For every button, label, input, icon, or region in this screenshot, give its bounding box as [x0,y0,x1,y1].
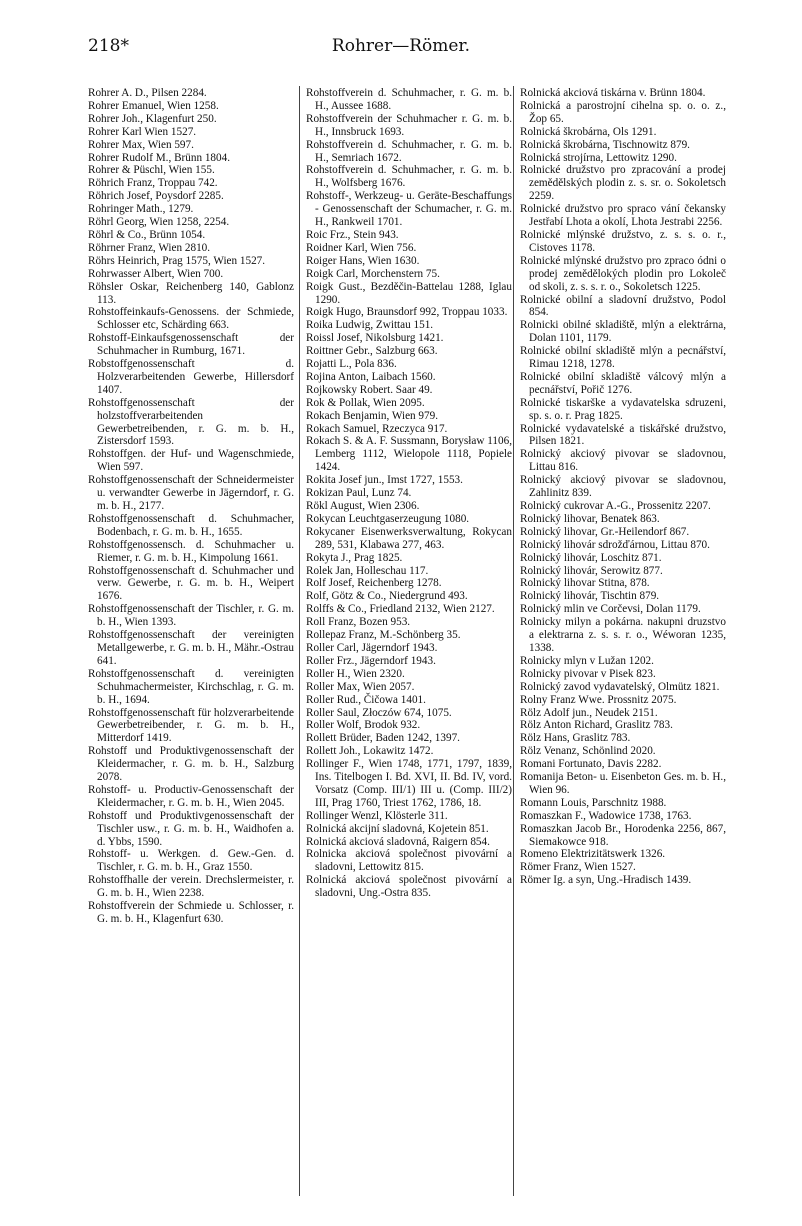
directory-entry: Röhrs Heinrich, Prag 1575, Wien 1527. [88,254,266,267]
directory-entry: Rolnické obilní a sladovní družstvo, Podol 854. [520,293,726,319]
directory-entry: Rohstoffgenossenschaft der Schneidermeister u. verwandter Gewerbe in Jägerndorf, r. G. m. b. H., 2177. [88,474,294,512]
directory-entry: Rolnický zavod vydavatelský, Olmütz 1821. [520,680,720,693]
directory-entry: Roigk Carl, Morchenstern 75. [306,267,440,280]
directory-entry: Roiger Hans, Wien 1630. [306,254,420,267]
directory-entry: Romaszkan F., Wadowice 1738, 1763. [520,809,692,822]
directory-entry: Roic Frz., Stein 943. [306,228,399,241]
directory-entry: Rolnická akcijní sladovná, Kojetein 851. [306,822,489,835]
directory-entry: Rolnické vydavatelské a tiskářské družstvo, Pilsen 1821. [520,422,726,448]
directory-entry: Rolnická strojírna, Lettowitz 1290. [520,151,677,164]
page-number: 218* [88,36,129,56]
directory-entry: Rolf Josef, Reichenberg 1278. [306,577,442,590]
directory-entry: Roller Frz., Jägerndorf 1943. [306,654,436,667]
column-rule [299,86,300,1196]
directory-entry: Rollinger F., Wien 1748, 1771, 1797, 1839, Ins. Titelbogen I. Bd. XVI, II. Bd. IV, vord. Vorsatz (Comp. III/1) III u. (Comp. III/2) III, Prag 1760, Triest 1762, 1786, 18. [306,758,512,809]
page-header [0,30,802,60]
directory-entry: Rohstoffverein d. Schuhmacher, r. G. m. b. H., Aussee 1688. [306,87,512,112]
directory-entry: Rolnická akciová společnost pivovární a sladovni, Ung.-Ostra 835. [306,874,512,900]
directory-entry: Rolnické obilní skladiště mlýn a pecnářství, Rimau 1218, 1278. [520,345,726,371]
directory-entry: Rolnické mlýnské družstvo, z. s. s. o. r., Cistoves 1178. [520,228,726,254]
directory-entry: Rokita Josef jun., Imst 1727, 1553. [306,474,463,487]
directory-entry: Röhrich Franz, Troppau 742. [88,177,218,190]
running-title: Rohrer—Römer. [331,36,471,56]
directory-entry: Rohstoffgenossenschaft d. Schuhmacher, Bodenbach, r. G. m. b. H., 1655. [88,512,294,538]
directory-entry: Roller Max, Wien 2057. [306,680,415,693]
directory-entry: Roidner Karl, Wien 756. [306,241,417,254]
directory-entry: Rohstoffverein d. Schuhmacher, r. G. m. b. H., Wolfsberg 1676. [306,164,512,190]
directory-entry: Rohstoff- u. Productiv-Genossenschaft der Kleidermacher, r. G. m. b. H., Wien 2045. [88,783,294,809]
directory-entry: Rolnické družstvo pro zpracování a prodej zemědělských plodin z. s. sr. o. Sokoletsch 2259. [520,164,726,203]
directory-entry: Rohstoffgen. der Huf- und Wagenschmiede, Wien 597. [88,448,294,474]
directory-entry: Romann Louis, Parschnitz 1988. [520,796,667,809]
directory-entry: Rokyta J., Prag 1825. [306,551,403,564]
directory-entry: Romanija Beton- u. Eisenbeton Ges. m. b. H., Wien 96. [520,771,726,796]
directory-entry: Rohrer Joh., Klagenfurt 250. [88,112,217,125]
directory-entry: Rolnické obilní skladiště válcový mlýn a pecnářství, Pořič 1276. [520,370,726,396]
directory-entry: Rohstoff-Einkaufsgenossenschaft der Schuhmacher in Rumburg, 1671. [88,332,294,358]
directory-entry: Rojatti L., Pola 836. [306,358,397,371]
directory-entry: Rolf, Götz & Co., Niedergrund 493. [306,590,468,603]
directory-entry: Rolnicky mlyn v Lužan 1202. [520,654,654,667]
directory-entry: Rolnický lihovár sdrožďárnou, Littau 870. [520,538,710,551]
column-2 [306,87,512,900]
directory-entry: Roller H., Wien 2320. [306,667,405,680]
directory-entry: Rokach S. & A. F. Sussmann, Borysław 1106, Lemberg 1112, Wielopole 1118, Popiele 1424. [306,435,512,474]
column-1 [88,87,294,926]
directory-entry: Römer Franz, Wien 1527. [520,861,636,874]
directory-entry: Rollinger Wenzl, Klösterle 311. [306,809,448,822]
directory-entry: Rohstoffgenossenschaft der vereinigten Metallgewerbe, r. G. m. b. H., Mähr.-Ostrau 641. [88,629,294,667]
directory-entry: Rok & Pollak, Wien 2095. [306,396,425,409]
directory-entry: Rohrer Karl Wien 1527. [88,125,197,138]
directory-entry: Rolnický lihovar Stitna, 878. [520,577,650,590]
directory-entry: Romeno Elektrizitätswerk 1326. [520,848,666,861]
directory-entry: Rokach Samuel, Rzeczyca 917. [306,422,448,435]
directory-entry: Rolnický cukrovar A.-G., Prossenitz 2207. [520,500,711,512]
directory-entry: Rohstoffgenossensch. d. Schuhmacher u. Riemer, r. G. m. b. H., Kimpolung 1661. [88,538,294,564]
directory-entry: Rohstoffhalle der verein. Drechslermeister, r. G. m. b. H., Wien 2238. [88,874,294,900]
directory-entry: Rölz Anton Richard, Graslitz 783. [520,719,673,732]
directory-entry: Roller Rud., Čičowa 1401. [306,693,426,706]
directory-entry: Rollepaz Franz, M.-Schönberg 35. [306,629,461,642]
directory-entry: Rohstoffverein der Schuhmacher r. G. m. b. H., Innsbruck 1693. [306,112,512,138]
directory-entry: Rölz Adolf jun., Neudek 2151. [520,706,658,719]
directory-entry: Röhrich Josef, Poysdorf 2285. [88,190,224,203]
directory-entry: Roigk Gust., Bezděčin-Battelau 1288, Iglau 1290. [306,280,512,306]
directory-entry: Rokizan Paul, Lunz 74. [306,487,412,500]
directory-entry: Rolnický lihovár, Tischtin 879. [520,590,660,603]
directory-entry: Rohrer Rudolf M., Brünn 1804. [88,151,231,164]
directory-entry: Roittner Gebr., Salzburg 663. [306,345,438,358]
directory-entry: Rolnické tiskarške a vydavatelska sdruzeni, sp. s. o. r. Prag 1825. [520,396,726,422]
directory-entry: Rolnický akciový pivovar se sladovnou, Zahlinitz 839. [520,474,726,500]
directory-entry: Römer Ig. a syn, Ung.-Hradisch 1439. [520,874,692,887]
directory-entry: Rolnický lihovár, Serowitz 877. [520,564,663,577]
directory-entry: Rokycan Leuchtgaserzeugung 1080. [306,512,470,525]
directory-entry: Rohstoffgenossenschaft d. vereinigten Schuhmachermeister, Kirchschlag, r. G. m. b. H., 1694. [88,667,294,706]
directory-entry: Rohrer Max, Wien 597. [88,138,194,151]
directory-entry: Rohstoffverein d. Schuhmacher, r. G. m. b. H., Semriach 1672. [306,138,512,164]
directory-entry: Rolny Franz Wwe. Prossnitz 2075. [520,693,677,706]
directory-entry: Rolnická akciová tiskárna v. Brünn 1804. [520,87,706,99]
directory-entry: Rolnický lihovar, Gr.-Heilendorf 867. [520,525,690,538]
directory-entry: Roigk Hugo, Braunsdorf 992, Troppau 1033. [306,306,508,319]
directory-entry: Rohstoffgenossenschaft für holzverarbeitende Gewerbetreibender, r. G. m. b. H., Mitterdorf 1419. [88,706,294,745]
directory-entry: Rojina Anton, Laibach 1560. [306,370,436,383]
directory-entry: Rolnické družstvo pro spraco vání čekansky Jestřabí Lhota a okolí, Lhota Jestrabi 2256. [520,203,726,229]
directory-entry: Rohstoffgenossenschaft der Tischler, r. G. m. b. H., Wien 1393. [88,603,294,629]
directory-entry: Roissl Josef, Nikolsburg 1421. [306,332,444,345]
directory-entry: Rolnická a parostrojní cihelna sp. o. o. z., Žop 65. [520,99,726,125]
directory-entry: Rokycaner Eisenwerksverwaltung, Rokycan 289, 531, Klabawa 277, 463. [306,525,512,551]
directory-entry: Rolnické mlýnské družstvo pro zpraco ódni o prodej zemědělokých plodin pro Lokoleč od skoli, z. s. s. r. o., Sokoletsch 1225. [520,254,726,293]
directory-entry: Rohrer & Püschl, Wien 155. [88,164,215,177]
directory-entry: Röhrl Georg, Wien 1258, 2254. [88,216,230,229]
directory-entry: Rojkowsky Robert. Saar 49. [306,383,433,396]
directory-entry: Rolnický akciový pivovar se sladovnou, Littau 816. [520,448,726,474]
directory-entry: Rollett Brüder, Baden 1242, 1397. [306,732,460,745]
directory-entry: Rohrwasser Albert, Wien 700. [88,267,224,280]
directory-entry: Rölz Hans, Graslitz 783. [520,732,631,745]
directory-entry: Roller Carl, Jägerndorf 1943. [306,641,438,654]
directory-entry: Rohstoffeinkaufs-Genossens. der Schmiede, Schlosser etc, Schärding 663. [88,306,294,332]
directory-entry: Rohstoff und Produktivgenossenschaft der Tischler usw., r. G. m. b. H., Waidhofen a. d. Ybbs, 1590. [88,809,294,848]
directory-entry: Roller Saul, Złoczów 674, 1075. [306,706,452,719]
directory-entry: Rolnicki obilné skladiště, mlýn a elektrárna, Dolan 1101, 1179. [520,319,726,345]
directory-entry: Rolnicka akciová společnost pivovární a sladovni, Lettowitz 815. [306,848,512,874]
directory-entry: Röhsler Oskar, Reichenberg 140, Gablonz 113. [88,280,294,306]
directory-entry: Rölz Venanz, Schönlind 2020. [520,745,656,758]
directory-entry: Rohstoff und Produktivgenossenschaft der Kleidermacher, r. G. m. b. H., Salzburg 2078. [88,745,294,784]
directory-entry: Romani Fortunato, Davis 2282. [520,758,662,771]
directory-entry: Rohstoffverein der Schmiede u. Schlosser, r. G. m. b. H., Klagenfurt 630. [88,900,294,925]
directory-entry: Rokach Benjamin, Wien 979. [306,409,439,422]
directory-entry: Rohstoffgenossenschaft d. Schuhmacher und verw. Gewerbe, r. G. m. b. H., Weipert 1676. [88,564,294,603]
directory-entry: Röhrner Franz, Wien 2810. [88,241,211,254]
directory-entry: Rökl August, Wien 2306. [306,500,420,512]
directory-entry: Rolffs & Co., Friedland 2132, Wien 2127. [306,603,495,616]
directory-entry: Robstoffgenossenschaft d. Holzverarbeitenden Gewerbe, Hillersdorf 1407. [88,358,294,396]
directory-entry: Rohrer A. D., Pilsen 2284. [88,87,207,99]
directory-entry: Rohrer Emanuel, Wien 1258. [88,99,219,112]
directory-entry: Rohstoff- u. Werkgen. d. Gew.-Gen. d. Tischler, r. G. m. b. H., Graz 1550. [88,848,294,874]
directory-entry: Rohstoffgenossenschaft der holzstoffverarbeitenden Gewerbetreibenden, r. G. m. b. H., Zistersdorf 1593. [88,396,294,448]
column-3 [520,87,726,887]
directory-entry: Rolnický lihovar, Benatek 863. [520,512,660,525]
directory-entry: Romaszkan Jacob Br., Horodenka 2256, 867, Siemakowce 918. [520,822,726,848]
directory-entry: Rolnicky pivovar v Pisek 823. [520,667,656,680]
directory-entry: Rolnická škrobárna, Tischnowitz 879. [520,138,690,151]
directory-entry: Rolnický mlin ve Corčevsi, Dolan 1179. [520,603,701,616]
directory-entry: Rolnická akciová sladovná, Raigern 854. [306,835,490,848]
directory-entry: Roika Ludwig, Zwittau 151. [306,319,434,332]
directory-entry: Roll Franz, Bozen 953. [306,616,411,629]
directory-entry: Rohstoff-, Werkzeug- u. Geräte-Beschaffungs - Genossenschaft der Schumacher, r. G. m. H., Rankweil 1701. [306,190,512,229]
directory-entry: Rolek Jan, Holleschau 117. [306,564,429,577]
directory-entry: Röhrl & Co., Brünn 1054. [88,228,206,241]
directory-entry: Rollett Joh., Lokawitz 1472. [306,745,434,758]
directory-entry: Rohringer Math., 1279. [88,203,194,216]
directory-entry: Rolnicky milyn a pokárna. nakupni druzstvo a elektrarna z. s. s. r. o., Wéworan 1235, 1338. [520,616,726,654]
directory-entry: Rolnický lihovár, Loschitz 871. [520,551,662,564]
directory-entry: Rolnická škrobárna, Ols 1291. [520,125,657,138]
directory-entry: Roller Wolf, Brodok 932. [306,719,421,732]
column-rule [513,86,514,1196]
